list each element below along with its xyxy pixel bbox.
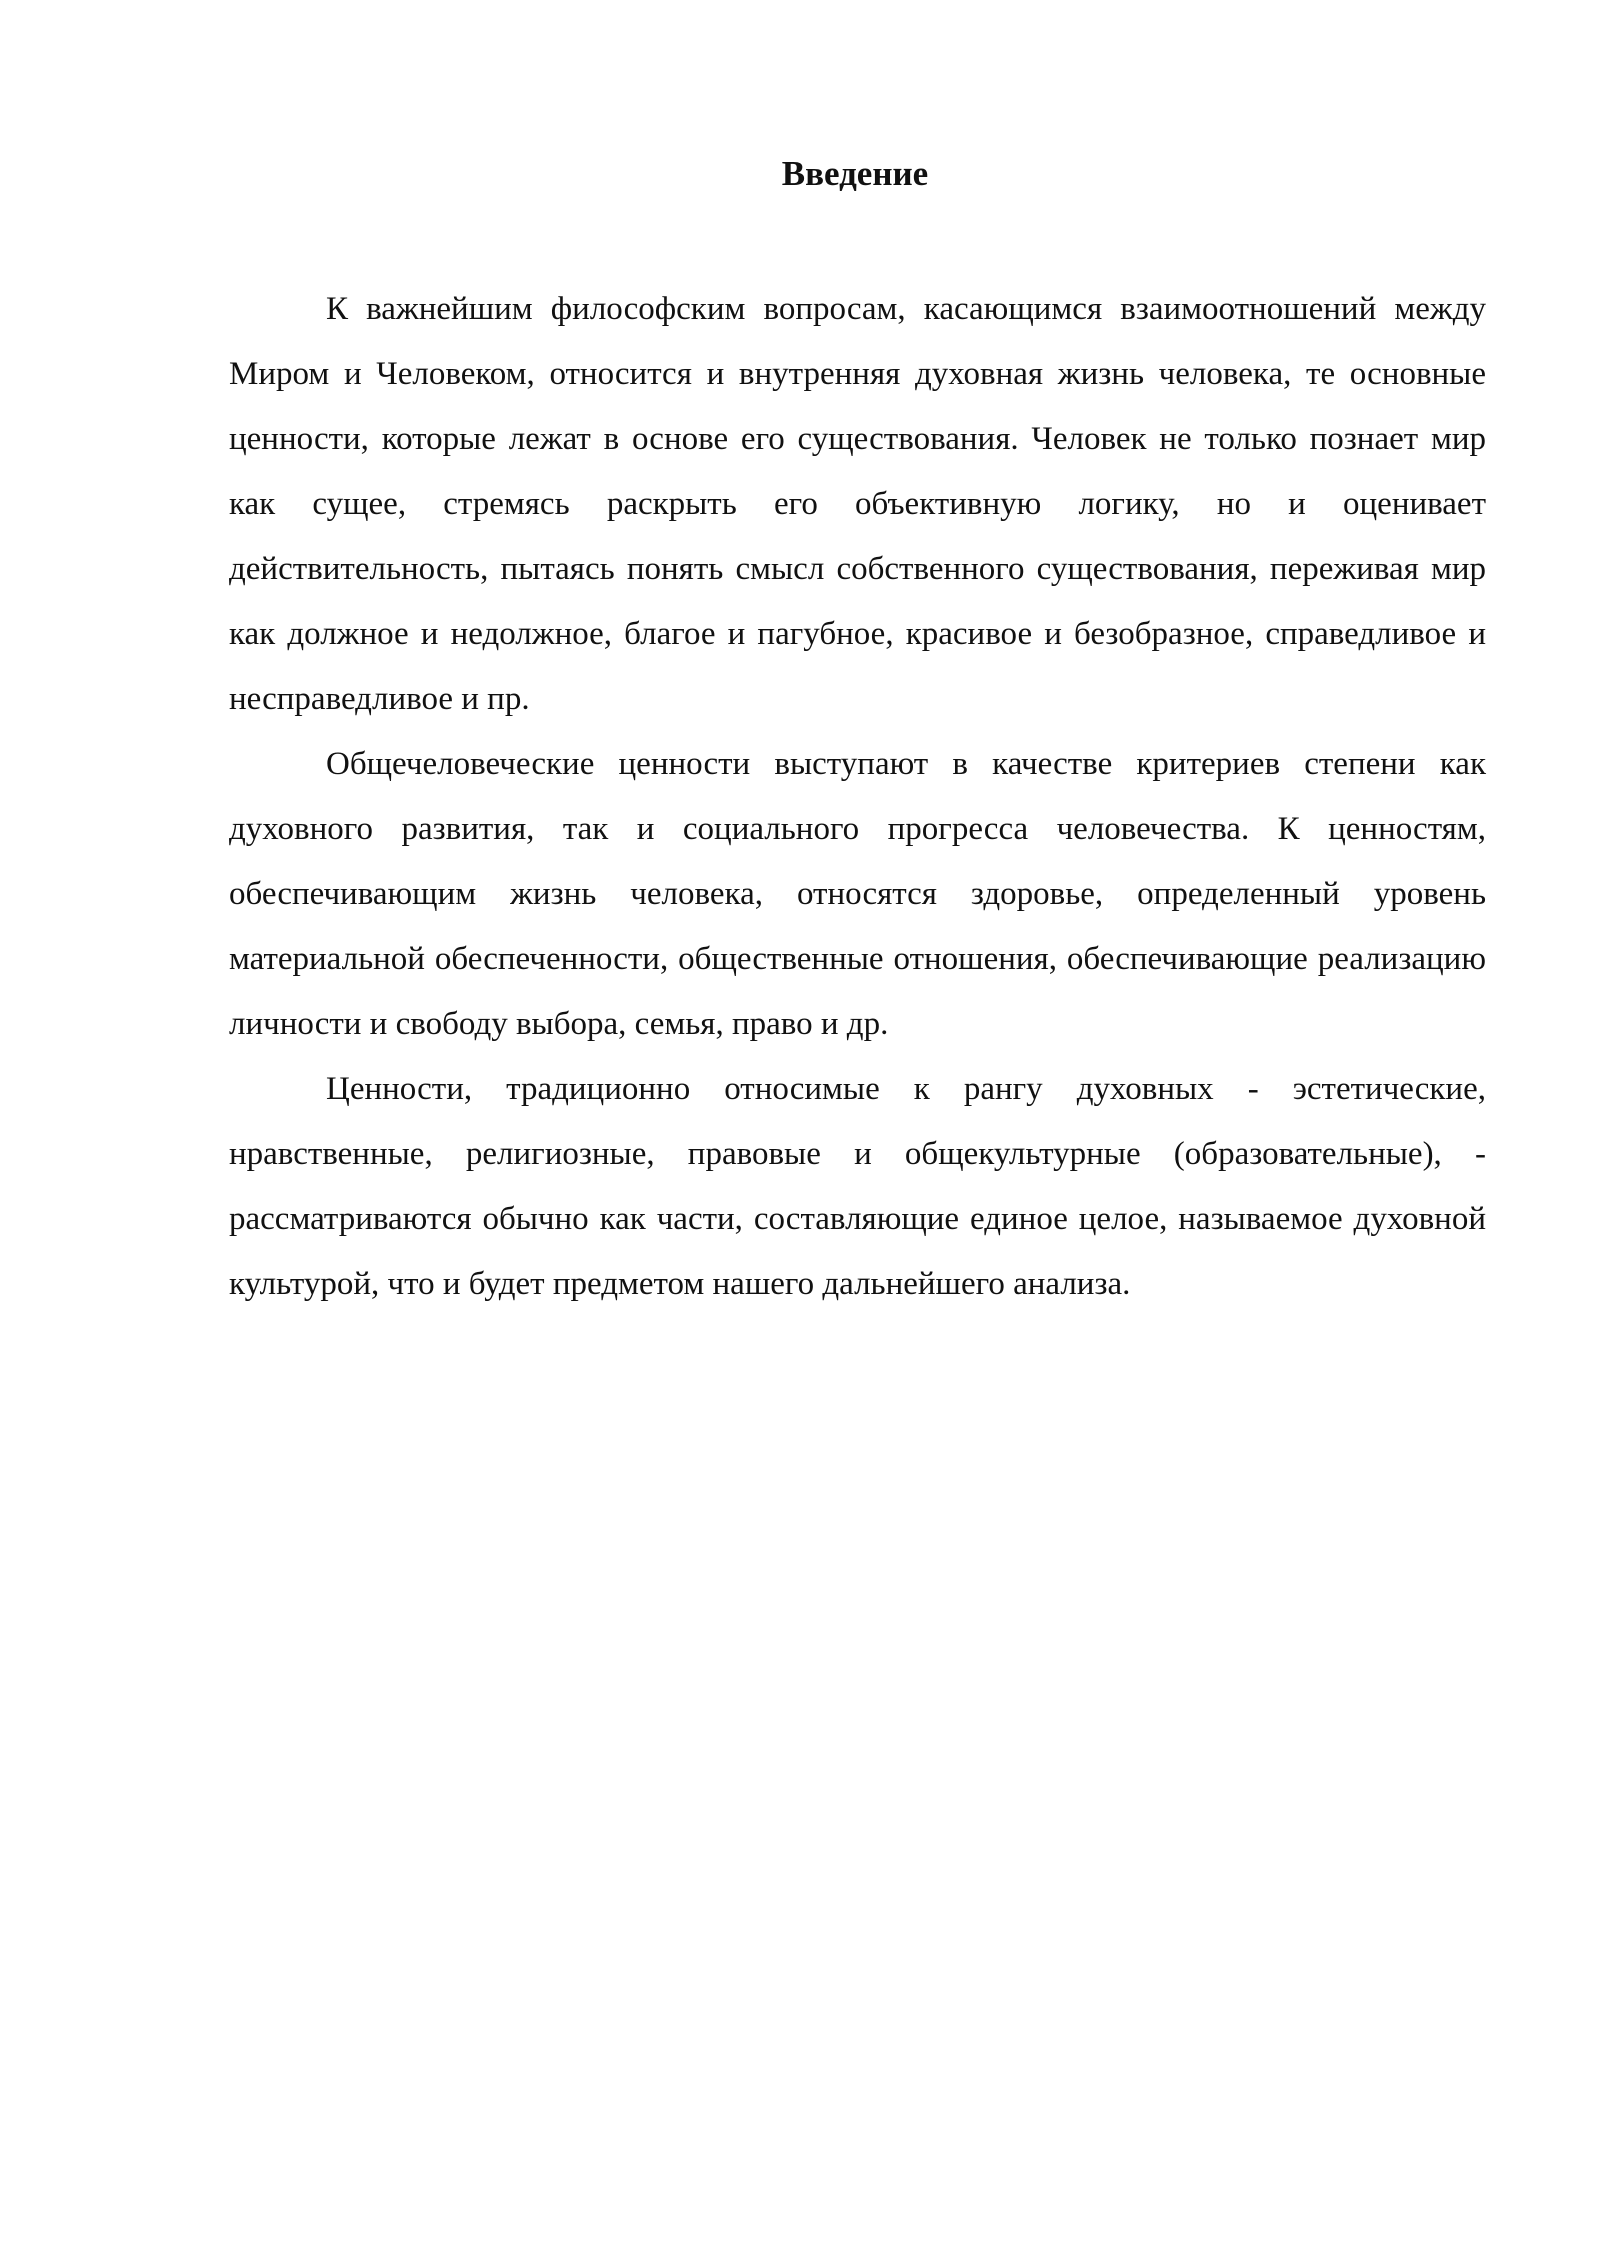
paragraph-3: Ценности, традиционно относимые к рангу духовных - эстетические, нравственные, религиозные, правовые и общекультурные (образовательные), - рассматриваются обычно как части, составляющие единое целое, называемое духовной культурой, что и будет предметом нашего дальнейшего анализа. xyxy=(229,1071,1486,1302)
document-body xyxy=(229,277,1486,1317)
paragraph-1: К важнейшим философским вопросам, касающимся взаимоотношений между Миром и Человеком, относится и внутренняя духовная жизнь человека, те основные ценности, которые лежат в основе его существования. Человек не только познает мир как сущее, стремясь раскрыть его объективную логику, но и оценивает действительность, пытаясь понять смысл собственного существования, переживая мир как должное и недолжное, благое и пагубное, красивое и безобразное, справедливое и несправедливое и пр. xyxy=(229,291,1486,717)
document-title: Введение xyxy=(781,154,929,193)
paragraph-2: Общечеловеческие ценности выступают в качестве критериев степени как духовного развития, так и социального прогресса человечества. К ценностям, обеспечивающим жизнь человека, относятся здоровье, определенный уровень материальной обеспеченности, общественные отношения, обеспечивающие реализацию личности и свободу выбора, семья, право и др. xyxy=(229,746,1486,1042)
